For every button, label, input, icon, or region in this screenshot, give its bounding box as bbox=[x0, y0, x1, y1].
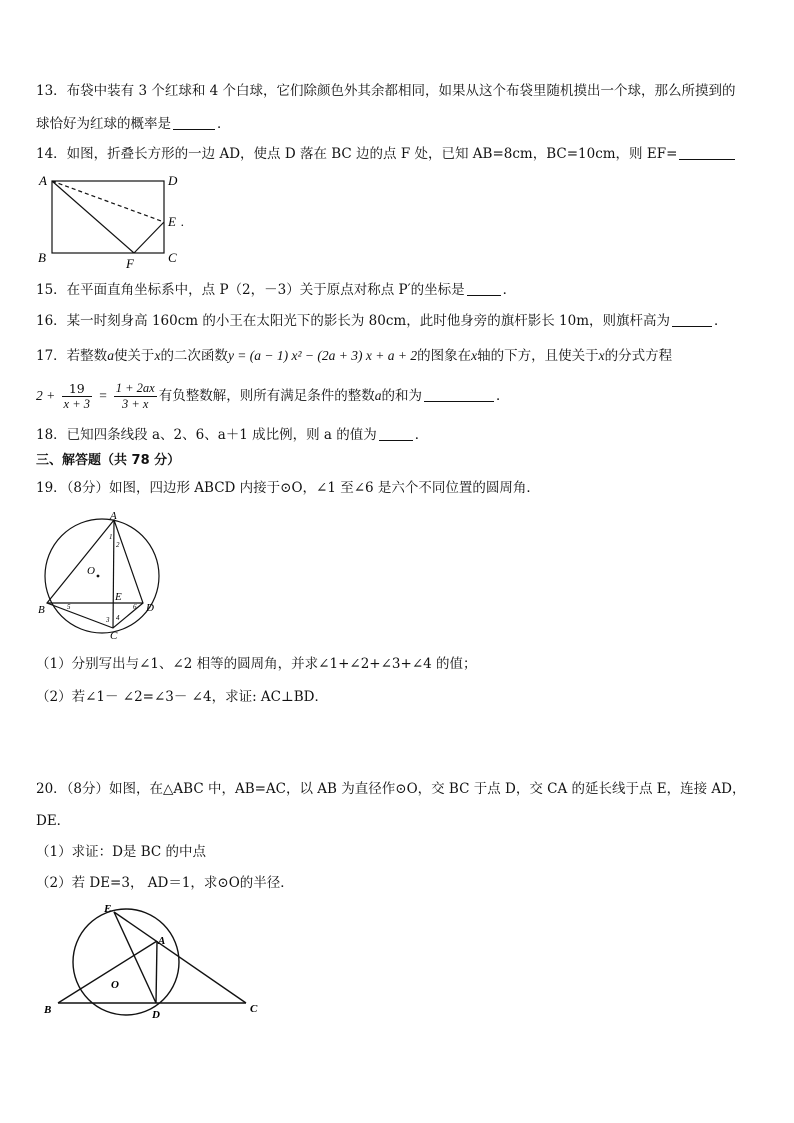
q20-figure bbox=[34, 900, 274, 1022]
var-a: a bbox=[107, 348, 114, 363]
q17-line1 bbox=[36, 347, 672, 365]
q18-end: ． bbox=[414, 427, 429, 443]
q17-text: 17．若整数 bbox=[36, 348, 108, 364]
fraction-1-numerator: 19 bbox=[62, 381, 92, 397]
var-x: x bbox=[471, 348, 478, 363]
equation-lead: 2 + bbox=[36, 388, 56, 403]
angle-6-label: 6 bbox=[133, 603, 137, 611]
label-A: A bbox=[110, 510, 117, 522]
q19-figure bbox=[30, 508, 170, 644]
equals-sign: = bbox=[98, 388, 108, 403]
q20-line1: 20．（8分）如图，在△ABC 中，AB=AC，以 AB 为直径作⊙O，交 BC 于点 D，交 CA 的延长线于点 E，连接 AD， bbox=[36, 781, 746, 797]
label-O: O bbox=[111, 979, 119, 991]
q20-part2: （2）若 DE=3， AD＝1，求⊙O的半径． bbox=[36, 875, 294, 891]
rectangle bbox=[52, 181, 164, 253]
answer-blank bbox=[467, 281, 501, 296]
var-a: a bbox=[374, 388, 382, 403]
angle-3-label: 3 bbox=[106, 616, 110, 624]
q15-line bbox=[36, 281, 516, 299]
label-dot: . bbox=[181, 214, 185, 229]
q17-line2 bbox=[36, 379, 509, 413]
label-O: O bbox=[87, 565, 95, 577]
fold-line-AF bbox=[52, 181, 134, 253]
answer-blank bbox=[679, 145, 735, 160]
center-dot bbox=[97, 575, 100, 578]
label-E: E bbox=[104, 903, 112, 915]
label-E: E bbox=[168, 214, 176, 229]
label-B: B bbox=[44, 1004, 52, 1016]
answer-blank bbox=[379, 426, 413, 441]
q14-text: 14．如图，折叠长方形的一边 AD，使点 D 落在 BC 边的点 F 处，已知 AB=8cm，BC=10cm，则 EF= bbox=[36, 146, 678, 162]
q18-text: 18．已知四条线段 a、2、6、a＋1 成比例，则 a 的值为 bbox=[36, 427, 377, 443]
label-C: C bbox=[110, 630, 118, 642]
label-B: B bbox=[38, 250, 46, 265]
diagonal-AC bbox=[113, 520, 114, 628]
angle-1-label: 1 bbox=[109, 533, 113, 541]
q17-text: 的和为 bbox=[381, 388, 422, 404]
angle-4-label: 4 bbox=[116, 614, 120, 622]
label-E: E bbox=[115, 591, 122, 603]
q16-end: ． bbox=[714, 313, 728, 329]
q16-text: 16．某一时刻身高 160cm 的小王在太阳光下的影长为 80cm，此时他身旁的旗杆影长 10m，则旗杆高为 bbox=[36, 313, 670, 329]
label-A: A bbox=[158, 935, 166, 947]
q20-line2: DE． bbox=[36, 813, 71, 829]
answer-blank bbox=[173, 115, 215, 130]
fraction-2-denominator: 3 + x bbox=[122, 397, 149, 411]
segment-EF bbox=[134, 222, 164, 253]
circle-O bbox=[45, 519, 159, 633]
section-heading: 三、解答题（共 78 分） bbox=[36, 453, 181, 468]
label-C: C bbox=[250, 1003, 258, 1015]
q17-function: y = (a − 1) x² − (2a + 3) x + a + 2 bbox=[227, 348, 418, 363]
fraction-2 bbox=[114, 381, 157, 412]
q20-part1: （1）求证：D是 BC 的中点 bbox=[36, 844, 206, 860]
q17-text: 的分式方程 bbox=[604, 348, 673, 364]
label-D: D bbox=[146, 602, 154, 614]
fold-line-AE bbox=[52, 181, 164, 222]
angle-5-label: 5 bbox=[67, 603, 71, 611]
q19-part1: （1）分别写出与∠1、∠2 相等的圆周角，并求∠1+∠2+∠3+∠4 的值； bbox=[36, 656, 477, 672]
q19-text: 19．（8分）如图，四边形 ABCD 内接于⊙O，∠1 至∠6 是六个不同位置的圆周角． bbox=[36, 480, 540, 496]
q13-end: ． bbox=[217, 116, 231, 132]
q17-text: 有负整数解，则所有满足条件的整数 bbox=[158, 388, 375, 404]
label-F: F bbox=[126, 256, 134, 271]
fraction-1 bbox=[62, 381, 92, 412]
fraction-1-denominator: x + 3 bbox=[63, 397, 91, 411]
segment-AD bbox=[156, 941, 157, 1003]
label-D: D bbox=[168, 173, 178, 188]
q15-text: 15．在平面直角坐标系中，点 P（2，－3）关于原点对称点 P′的坐标是 bbox=[36, 282, 465, 298]
q13-text: 球恰好为红球的概率是 bbox=[36, 116, 171, 132]
q15-end: ． bbox=[502, 282, 517, 298]
q14-line bbox=[36, 145, 737, 163]
q16-line bbox=[36, 312, 728, 330]
q17-text: 的二次函数 bbox=[160, 348, 228, 364]
q17-text: 轴的下方，且使关于 bbox=[477, 348, 599, 364]
q17-end: ． bbox=[495, 388, 510, 404]
circle-O bbox=[73, 909, 179, 1015]
label-B: B bbox=[38, 604, 45, 616]
q13-line2 bbox=[36, 115, 231, 133]
answer-blank bbox=[672, 312, 712, 327]
q19-part2: （2）若∠1－ ∠2=∠3－ ∠4，求证: AC⊥BD． bbox=[36, 689, 328, 705]
label-A: A bbox=[39, 173, 47, 188]
fraction-2-numerator: 1 + 2ax bbox=[115, 381, 155, 395]
line-EC bbox=[114, 912, 246, 1003]
angle-2-label: 2 bbox=[116, 541, 120, 549]
q17-text: 使关于 bbox=[113, 348, 155, 364]
q13-line1: 13．布袋中装有 3 个红球和 4 个白球，它们除颜色外其余都相同，如果从这个布袋里随机摸出一个球，那么所摸到的 bbox=[36, 83, 736, 99]
label-C: C bbox=[168, 250, 177, 265]
var-x: x bbox=[598, 348, 605, 363]
q14-figure bbox=[30, 170, 200, 272]
q17-text: 的图象在 bbox=[417, 348, 472, 364]
label-D: D bbox=[152, 1009, 160, 1021]
q18-line bbox=[36, 426, 428, 444]
answer-blank bbox=[424, 387, 494, 402]
var-x: x bbox=[154, 348, 161, 363]
